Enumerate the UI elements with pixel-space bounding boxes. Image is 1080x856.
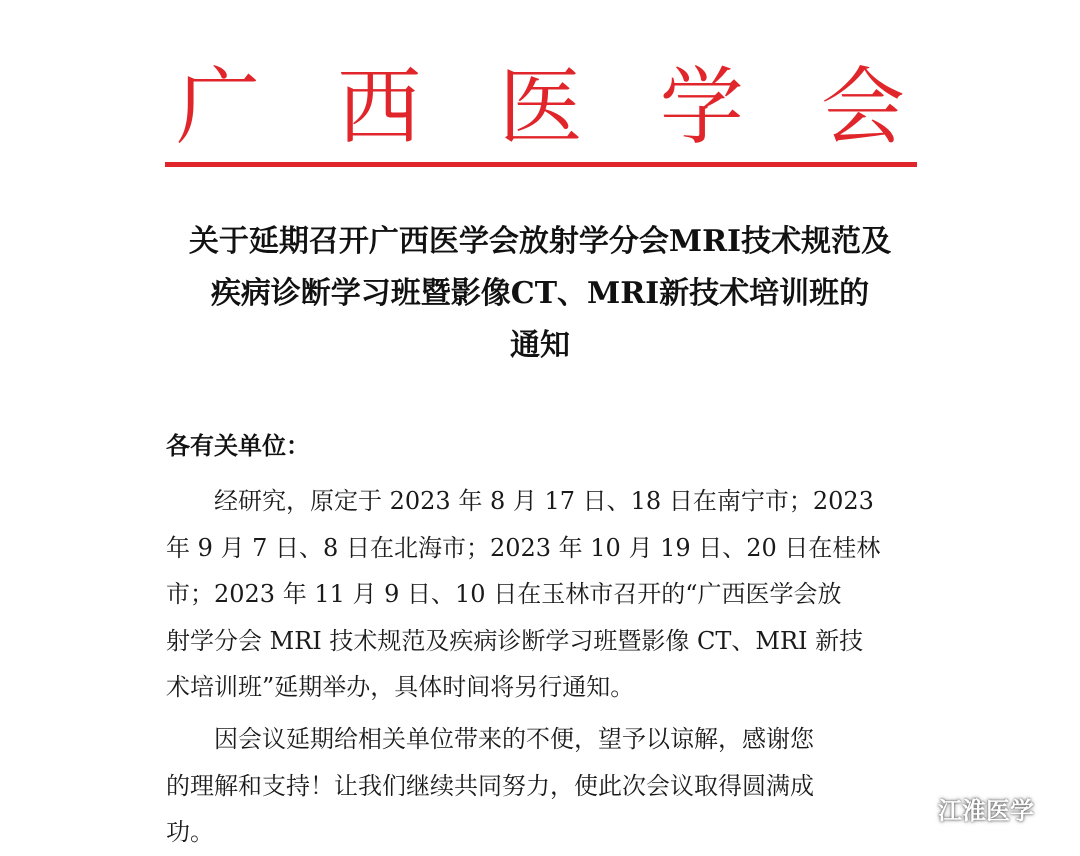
paragraph-line: 因会议延期给相关单位带来的不便，望予以谅解，感谢您 bbox=[166, 725, 814, 753]
paragraph-line: 射学分会 MRI 技术规范及疾病诊断学习班暨影像 CT、MRI 新技 bbox=[166, 626, 864, 655]
paragraph-line: 术培训班”延期举办，具体时间将另行通知。 bbox=[166, 673, 635, 702]
org-char: 会 bbox=[820, 58, 905, 156]
document-title bbox=[150, 216, 930, 372]
paragraph-line: 年 9 月 7 日、8 日在北海市；2023 年 10 月 19 日、20 日在桂林 bbox=[166, 533, 881, 562]
salutation: 各有关单位： bbox=[166, 431, 310, 460]
title-line: 关于延期召开广西医学会放射学分会MRI技术规范及 bbox=[188, 224, 892, 259]
paragraph-line: 市；2023 年 11 月 9 日、10 日在玉林市召开的“广西医学会放 bbox=[166, 580, 842, 609]
paragraph-apology bbox=[166, 716, 926, 856]
org-char: 西 bbox=[337, 58, 422, 156]
title-line: 通知 bbox=[510, 328, 570, 363]
watermark-label: 江淮医学 bbox=[938, 796, 1034, 825]
org-header bbox=[163, 52, 918, 162]
watermark bbox=[896, 788, 1034, 828]
paragraph-line: 的理解和支持！让我们继续共同努力，使此次会议取得圆满成 bbox=[166, 771, 814, 800]
org-char: 医 bbox=[498, 58, 583, 156]
paragraph-line: 功。 bbox=[166, 818, 214, 846]
title-line: 疾病诊断学习班暨影像CT、MRI新技术培训班的 bbox=[210, 276, 870, 311]
org-char: 广 bbox=[175, 58, 260, 156]
header-divider bbox=[165, 162, 917, 167]
paragraph-line: 经研究，原定于 2023 年 8 月 17 日、18 日在南宁市；2023 bbox=[166, 487, 874, 515]
paragraph-postponement bbox=[166, 478, 926, 711]
org-char: 学 bbox=[659, 58, 744, 156]
wechat-icon bbox=[896, 794, 930, 822]
